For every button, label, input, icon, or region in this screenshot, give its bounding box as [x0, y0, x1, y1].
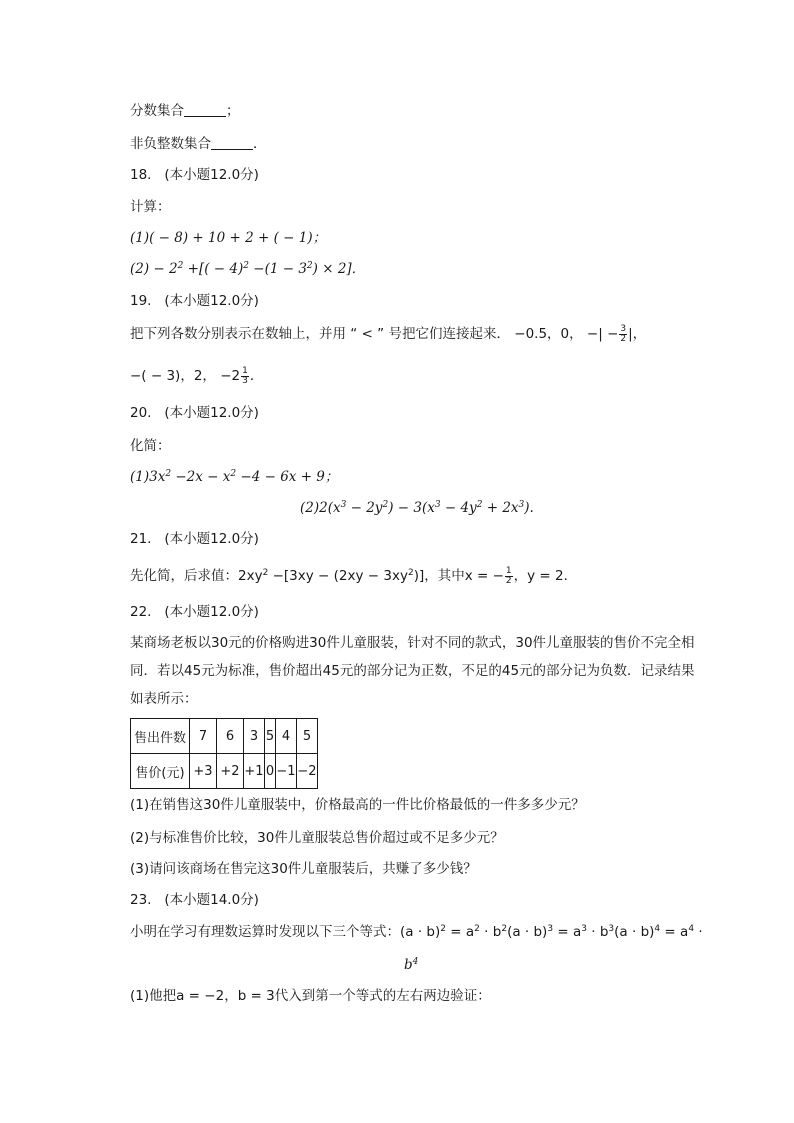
q20-heading: 20. (本小题12.0分) — [130, 405, 259, 421]
q18-part1: (1)( − 8) + 10 + 2 + ( − 1)； — [130, 230, 327, 246]
q22-sub2: (2)与标准售价比较，30件儿童服装总售价超过或不足多少元？ — [130, 830, 504, 846]
table-cell: 0 — [265, 754, 276, 789]
q23-sub1: (1)他把a = −2，b = 3代入到第一个等式的左右两边验证： — [130, 988, 491, 1004]
table-cell: 5 — [265, 719, 276, 754]
q18-heading: 18. (本小题12.0分) — [130, 167, 259, 183]
q22-paragraph: 某商场老板以30元的价格购进30件儿童服装，针对不同的款式，30件儿童服装的售价不完全相同．若以45元为标准，售价超出45元的部分记为正数，不足的45元的部分记为负数．记录结果如表所示： — [130, 635, 695, 707]
table-cell: −1 — [276, 754, 297, 789]
q19-heading: 19. (本小题12.0分) — [130, 293, 259, 309]
q19-line2: −( − 3)，2， −2 $\frac{1}{3}$ ． — [130, 365, 264, 386]
table-cell: +3 — [190, 754, 217, 789]
table-cell: 7 — [190, 719, 217, 754]
table-row — [131, 719, 318, 754]
table-cell: +1 — [244, 754, 265, 789]
q18-part2: $(2) - 2^2$ +[( − $4)^2 -(1 - 3^2) \times 2$]． — [130, 261, 366, 277]
table-row-label: 售出件数 — [131, 719, 190, 754]
q20-part2: $(2)2(x^3 - 2y^2) - 3(x^3 - 4y^2 + 2x^3)$. — [300, 500, 534, 516]
q21-heading: 21. (本小题12.0分) — [130, 531, 259, 547]
q23-heading: 23. (本小题14.0分) — [130, 892, 259, 908]
q20-prompt: 化简： — [130, 438, 171, 454]
q21-text: 先化简，后求值：$2xy^2 -[3xy - (2xy - 3xy^2)]$，其中x = − $\frac{1}{2}$ ，y = 2． — [130, 565, 578, 586]
nonneg-int-set-blank[interactable] — [211, 135, 253, 150]
table-cell: +2 — [217, 754, 244, 789]
fraction-set-line: 分数集合 ； — [130, 103, 240, 119]
table-cell: 5 — [297, 719, 318, 754]
fraction-set-label: 分数集合 — [130, 103, 184, 119]
sales-record-table — [130, 718, 318, 789]
table-cell: 4 — [276, 719, 297, 754]
nonneg-int-set-line: 非负整数集合 ． — [130, 136, 267, 152]
fraction: $\frac{1}{2}$ — [505, 565, 512, 586]
q20-part1: $(1)3x^2 -2x - x^2 -4 - 6x + 9$； — [130, 469, 339, 485]
table-cell: 3 — [244, 719, 265, 754]
q18-prompt: 计算： — [130, 199, 171, 215]
table-cell: −2 — [297, 754, 318, 789]
nonneg-int-set-label: 非负整数集合 — [130, 136, 211, 152]
q23-text-cont: $b^4$ — [404, 957, 419, 973]
q22-heading: 22. (本小题12.0分) — [130, 604, 259, 620]
q19-line1: 把下列各数分别表示在数轴上，并用 “ < ” 号把它们连接起来． −0.5，0， −| − $\frac{3}{2}$ |， — [130, 323, 647, 344]
q23-text: 小明在学习有理数运算时发现以下三个等式：$(a \cdot b)^2 = a^2 \cdot b^2(a \cdot b)^3 = a^3 \cdot b^3(a \cdot b)^4 = a^4$ · — [130, 924, 703, 940]
table-row — [131, 754, 318, 789]
fraction-set-blank[interactable] — [184, 102, 226, 117]
table-row-label: 售价(元) — [131, 754, 190, 789]
q22-sub3: (3)请问该商场在售完这30件儿童服装后，共赚了多少钱？ — [130, 861, 477, 877]
fraction: $\frac{1}{3}$ — [242, 365, 248, 386]
table-cell: 6 — [217, 719, 244, 754]
fraction: $\frac{3}{2}$ — [620, 323, 627, 344]
q22-sub1: (1)在销售这30件儿童服装中，价格最高的一件比价格最低的一件多多少元？ — [130, 797, 585, 813]
